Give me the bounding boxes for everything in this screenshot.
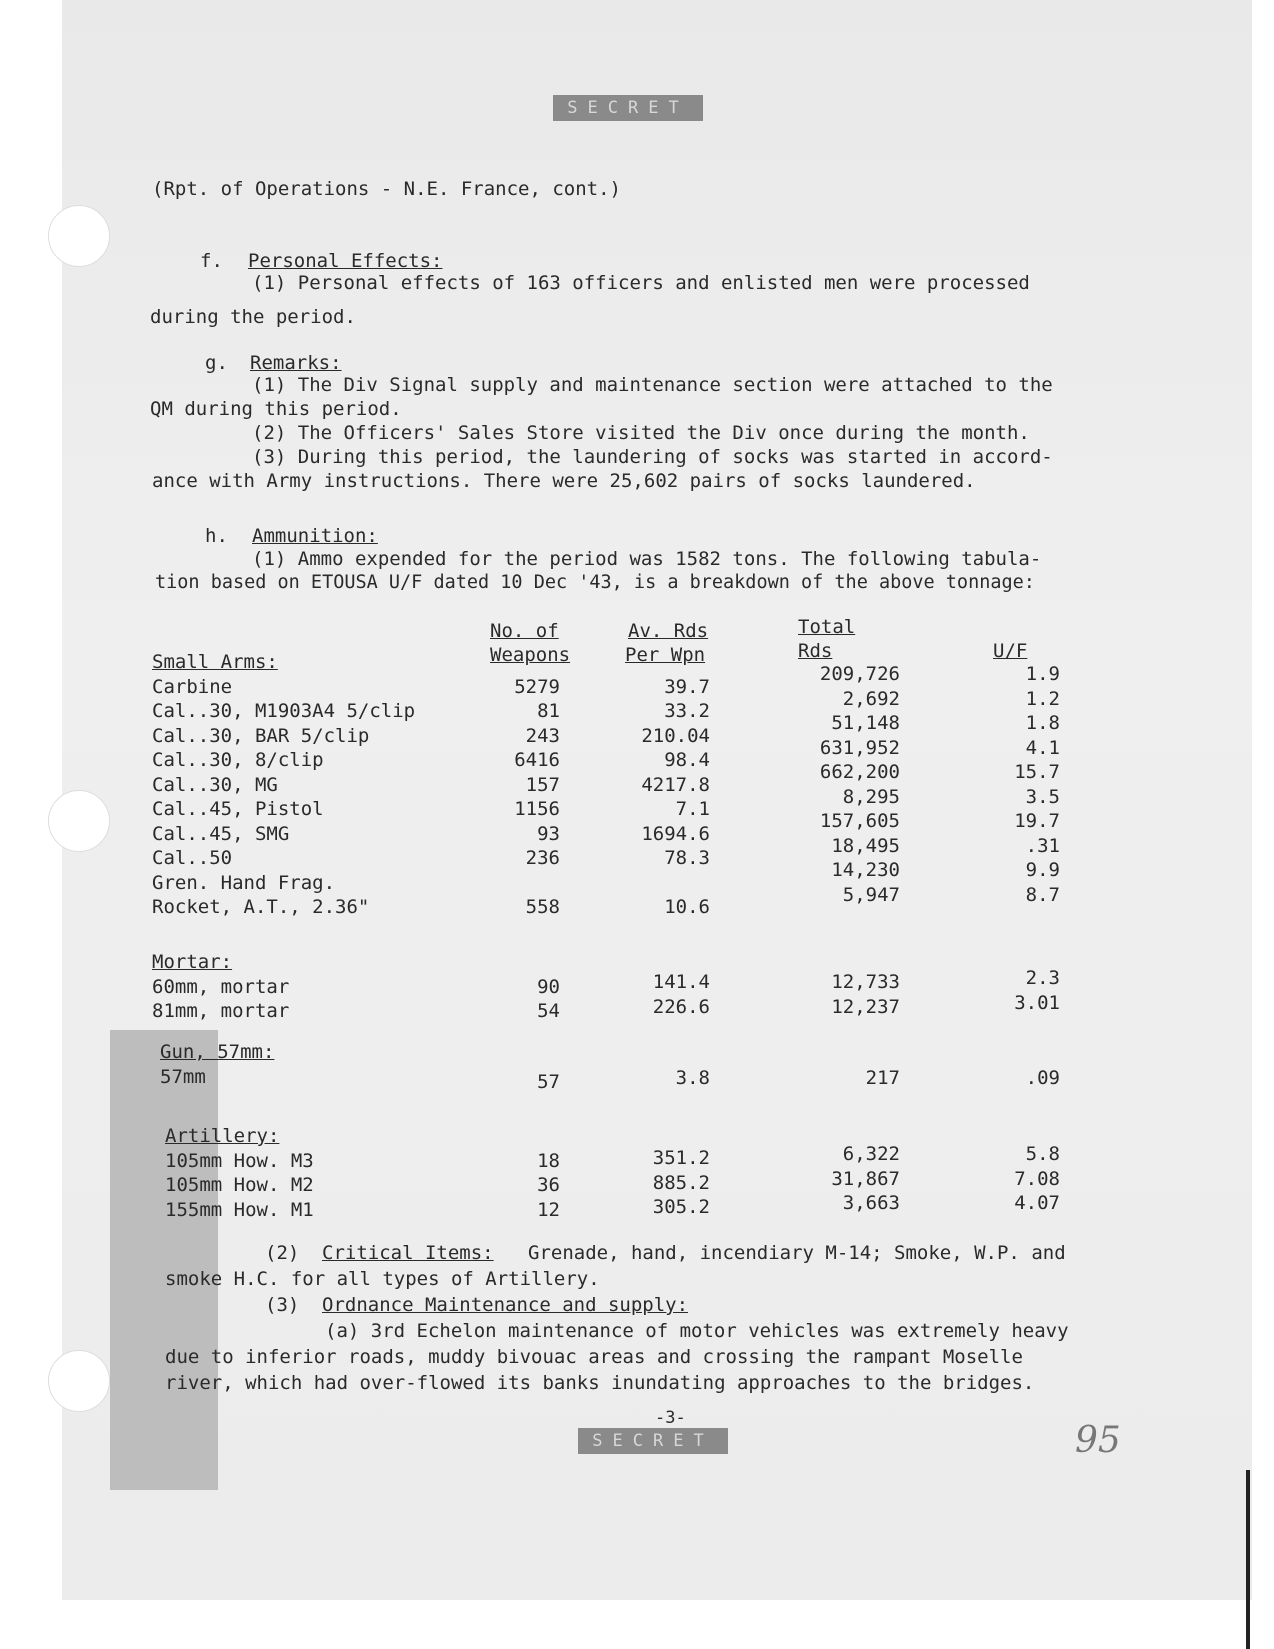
section-h-heading: Ammunition: bbox=[252, 525, 378, 547]
small-arms-total-col bbox=[770, 662, 900, 907]
weapons-count: 54 bbox=[537, 1000, 560, 1022]
uf-value: 2.3 bbox=[1025, 967, 1060, 989]
mortar-items bbox=[152, 950, 289, 1024]
ordnance-text-b: due to inferior roads, muddy bivouac areas and crossing the rampant Moselle bbox=[165, 1346, 1023, 1368]
item-name: 105mm How. M2 bbox=[165, 1174, 314, 1196]
weapons-count: 93 bbox=[537, 822, 560, 845]
header-total-line1: Total bbox=[798, 616, 856, 638]
weapons-count: 157 bbox=[525, 773, 560, 796]
total-rounds: 12,733 bbox=[831, 971, 900, 993]
weapons-count: 236 bbox=[525, 847, 560, 869]
avg-rounds: 885.2 bbox=[652, 1171, 710, 1194]
section-f-para-1a: (1) Personal effects of 163 officers and enlisted men were processed bbox=[252, 272, 1030, 294]
small-arms-items bbox=[152, 650, 415, 920]
total-rounds: 31,867 bbox=[831, 1167, 900, 1190]
total-rounds: 18,495 bbox=[831, 834, 900, 857]
small-arms-weapons-col bbox=[470, 675, 560, 920]
artillery-avrds-col bbox=[600, 1146, 710, 1220]
total-rounds: 8,295 bbox=[842, 785, 900, 808]
uf-value: 19.7 bbox=[1014, 810, 1060, 832]
handwritten-page-number: 95 bbox=[1075, 1420, 1121, 1461]
weapons-count: 18 bbox=[537, 1149, 560, 1172]
ordnance-text-c: river, which had over-flowed its banks inundating approaches to the bridges. bbox=[165, 1372, 1035, 1394]
item-name: 81mm, mortar bbox=[152, 1000, 290, 1022]
group-label: Mortar: bbox=[152, 951, 233, 973]
mortar-avrds-col bbox=[600, 970, 710, 1019]
total-rounds: 51,148 bbox=[831, 712, 900, 734]
avg-rounds: 7.1 bbox=[675, 798, 710, 820]
uf-value: 15.7 bbox=[1014, 761, 1060, 783]
section-f-letter: f. bbox=[200, 250, 223, 272]
section-h-letter: h. bbox=[205, 525, 228, 547]
uf-value: 1.9 bbox=[1025, 663, 1060, 685]
avg-rounds bbox=[600, 871, 710, 896]
avg-rounds: 10.6 bbox=[664, 896, 710, 918]
avg-rounds: 226.6 bbox=[652, 995, 710, 1018]
punch-hole bbox=[48, 205, 110, 267]
group-label: Gun, 57mm: bbox=[160, 1041, 275, 1063]
gun-uf-col bbox=[980, 1066, 1060, 1091]
weapons-count: 1156 bbox=[514, 798, 560, 820]
uf-value: 1.8 bbox=[1025, 712, 1060, 734]
uf-value: 5.8 bbox=[1025, 1143, 1060, 1165]
critical-items-num: (2) bbox=[265, 1242, 300, 1264]
gun-items bbox=[160, 1040, 274, 1089]
item-name: Rocket, A.T., 2.36" bbox=[152, 896, 370, 918]
mortar-uf-col bbox=[980, 966, 1060, 1015]
total-rounds: 2,692 bbox=[842, 687, 900, 710]
item-name: Cal..45, Pistol bbox=[152, 798, 324, 820]
weapons-count: 12 bbox=[537, 1198, 560, 1221]
total-rounds: 12,237 bbox=[831, 995, 900, 1018]
scan-shadow bbox=[110, 1030, 218, 1490]
header-avrds-line2: Per Wpn bbox=[625, 644, 706, 666]
section-g-letter: g. bbox=[205, 352, 228, 374]
section-g-para-3b: ance with Army instructions. There were 25,602 pairs of socks laundered. bbox=[152, 470, 976, 492]
group-label: Artillery: bbox=[165, 1125, 280, 1147]
section-g-para-3a: (3) During this period, the laundering of socks was started in accord- bbox=[252, 446, 1053, 468]
section-g-para-1a: (1) The Div Signal supply and maintenance section were attached to the bbox=[252, 374, 1053, 396]
header-total-line2: Rds bbox=[798, 640, 833, 662]
uf-value: 3.5 bbox=[1025, 785, 1060, 808]
critical-items-text-a: Grenade, hand, incendiary M-14; Smoke, W.P. and bbox=[528, 1242, 1066, 1264]
item-name: 105mm How. M3 bbox=[165, 1149, 314, 1172]
punch-hole bbox=[48, 1350, 110, 1412]
page-edge bbox=[1246, 1470, 1250, 1649]
punch-hole bbox=[48, 790, 110, 852]
footer-secret-stamp: SECRET bbox=[578, 1428, 728, 1454]
total-rounds: 662,200 bbox=[819, 761, 900, 783]
weapons-count: 5279 bbox=[514, 675, 560, 698]
avg-rounds: 78.3 bbox=[664, 847, 710, 869]
header-secret-stamp: SECRET bbox=[553, 95, 703, 121]
avg-rounds: 4217.8 bbox=[641, 773, 710, 796]
header-weapons-line1: No. of bbox=[490, 620, 559, 642]
artillery-uf-col bbox=[980, 1142, 1060, 1216]
total-rounds: 3,663 bbox=[842, 1192, 900, 1214]
gun-avrds-col bbox=[600, 1066, 710, 1091]
uf-value: 1.2 bbox=[1025, 687, 1060, 710]
critical-items-heading: Critical Items: bbox=[322, 1242, 494, 1264]
avg-rounds: 98.4 bbox=[664, 749, 710, 771]
group-label: Small Arms: bbox=[152, 651, 278, 673]
weapons-count: 243 bbox=[525, 724, 560, 747]
avg-rounds: 33.2 bbox=[664, 700, 710, 722]
avg-rounds: 3.8 bbox=[675, 1067, 710, 1089]
uf-value: 8.7 bbox=[1025, 883, 1060, 906]
item-name: Gren. Hand Frag. bbox=[152, 871, 336, 894]
section-g-heading: Remarks: bbox=[250, 352, 342, 374]
total-rounds: 14,230 bbox=[831, 859, 900, 881]
gun-weapons-col bbox=[470, 1070, 560, 1095]
section-f-heading: Personal Effects: bbox=[248, 250, 443, 272]
uf-value: 4.07 bbox=[1014, 1192, 1060, 1214]
section-h-para-1a: (1) Ammo expended for the period was 1582 tons. The following tabula- bbox=[252, 548, 1042, 570]
page-number: -3- bbox=[655, 1408, 686, 1428]
avg-rounds: 1694.6 bbox=[641, 822, 710, 845]
item-name: 60mm, mortar bbox=[152, 975, 290, 998]
small-arms-avrds-col bbox=[600, 675, 710, 920]
uf-value: 3.01 bbox=[1014, 991, 1060, 1014]
artillery-weapons-col bbox=[470, 1149, 560, 1223]
header-weapons-line2: Weapons bbox=[490, 644, 571, 666]
uf-value: .09 bbox=[1025, 1067, 1060, 1089]
mortar-weapons-col bbox=[470, 975, 560, 1024]
avg-rounds: 305.2 bbox=[652, 1196, 710, 1218]
avg-rounds: 351.2 bbox=[652, 1147, 710, 1169]
avg-rounds: 141.4 bbox=[652, 971, 710, 993]
header-avrds-line1: Av. Rds bbox=[628, 620, 709, 642]
item-name: Cal..30, BAR 5/clip bbox=[152, 724, 370, 747]
weapons-count: 6416 bbox=[514, 749, 560, 771]
section-h-para-1b: tion based on ETOUSA U/F dated 10 Dec '43, is a breakdown of the above tonnage: bbox=[155, 572, 1035, 593]
mortar-total-col bbox=[770, 970, 900, 1019]
weapons-count: 36 bbox=[537, 1174, 560, 1196]
item-name: Cal..30, M1903A4 5/clip bbox=[152, 700, 416, 722]
weapons-count: 57 bbox=[537, 1071, 560, 1093]
header-uf: U/F bbox=[993, 640, 1028, 662]
section-g-para-2: (2) The Officers' Sales Store visited the Div once during the month. bbox=[252, 422, 1030, 444]
artillery-items bbox=[165, 1124, 314, 1222]
ordnance-num: (3) bbox=[265, 1294, 300, 1316]
item-name: Cal..30, MG bbox=[152, 773, 278, 796]
gun-total-col bbox=[770, 1066, 900, 1091]
uf-value: 7.08 bbox=[1014, 1167, 1060, 1190]
section-g-para-1b: QM during this period. bbox=[150, 398, 402, 420]
section-f-para-1b: during the period. bbox=[150, 306, 356, 328]
item-name: Cal..50 bbox=[152, 847, 233, 869]
ordnance-text-a: (a) 3rd Echelon maintenance of motor vehicles was extremely heavy bbox=[325, 1320, 1069, 1342]
critical-items-text-b: smoke H.C. for all types of Artillery. bbox=[165, 1268, 600, 1290]
item-name: Carbine bbox=[152, 675, 233, 698]
weapons-count bbox=[470, 871, 560, 896]
total-rounds: 631,952 bbox=[819, 736, 900, 759]
uf-value: 4.1 bbox=[1025, 736, 1060, 759]
avg-rounds: 39.7 bbox=[664, 675, 710, 698]
avg-rounds: 210.04 bbox=[641, 724, 710, 747]
total-rounds: 5,947 bbox=[842, 883, 900, 906]
small-arms-uf-col bbox=[980, 662, 1060, 907]
continuation-heading: (Rpt. of Operations - N.E. France, cont.) bbox=[152, 178, 621, 200]
ordnance-heading: Ordnance Maintenance and supply: bbox=[322, 1294, 689, 1316]
uf-value: 9.9 bbox=[1025, 859, 1060, 881]
artillery-total-col bbox=[770, 1142, 900, 1216]
weapons-count: 90 bbox=[537, 975, 560, 998]
item-name: Cal..45, SMG bbox=[152, 822, 290, 845]
weapons-count: 558 bbox=[525, 896, 560, 918]
item-name: 155mm How. M1 bbox=[165, 1198, 314, 1221]
item-name: 57mm bbox=[160, 1065, 206, 1088]
total-rounds: 217 bbox=[865, 1067, 900, 1089]
total-rounds: 6,322 bbox=[842, 1143, 900, 1165]
total-rounds: 209,726 bbox=[819, 663, 900, 685]
weapons-count: 81 bbox=[537, 700, 560, 722]
total-rounds: 157,605 bbox=[819, 810, 900, 832]
uf-value: .31 bbox=[1025, 834, 1060, 857]
item-name: Cal..30, 8/clip bbox=[152, 749, 324, 771]
